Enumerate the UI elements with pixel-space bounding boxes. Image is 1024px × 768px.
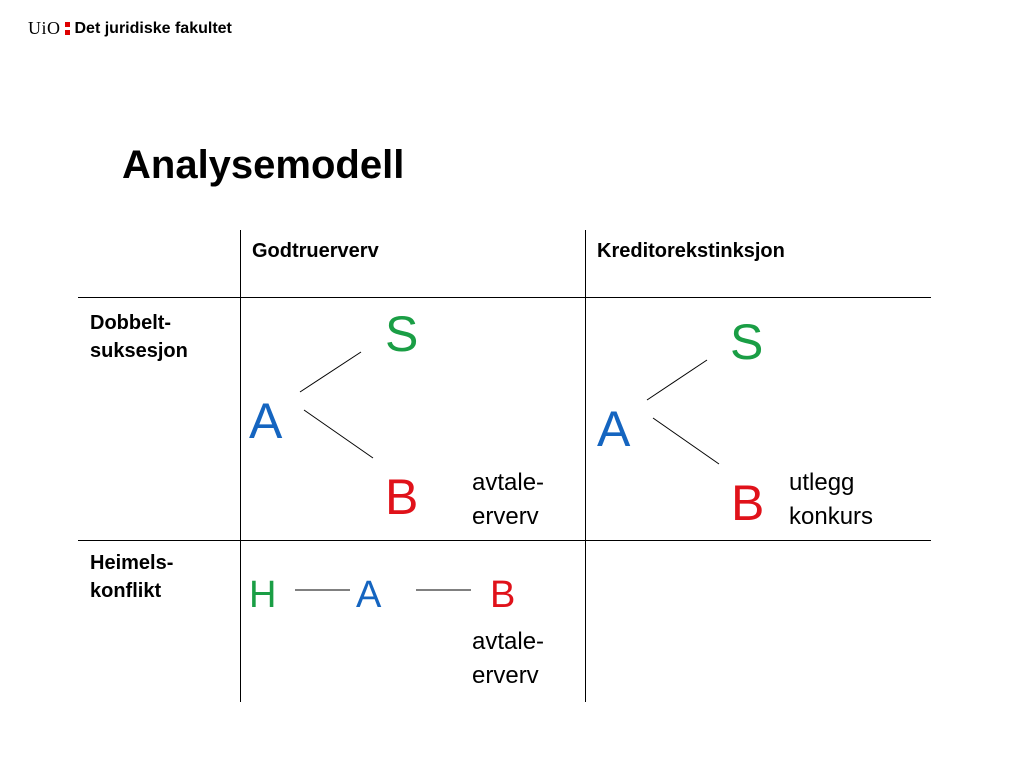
logo-uio-text: UiO — [28, 18, 61, 38]
slide-title: Analysemodell — [122, 143, 405, 187]
party-s-right: S — [730, 314, 764, 370]
connector-a-b-right — [653, 418, 719, 464]
party-h-chain: H — [249, 574, 277, 616]
faculty-name: Det juridiske fakultet — [74, 19, 232, 37]
row-header-line: konflikt — [90, 580, 162, 602]
party-b-right: B — [731, 475, 765, 531]
party-b-left: B — [385, 469, 419, 525]
note-line: erverv — [472, 662, 539, 689]
connector-a-s-right — [647, 360, 707, 400]
row-header-line: suksesjon — [90, 340, 188, 362]
column-header-godtruerverv: Godtruerverv — [252, 240, 379, 262]
note-line: erverv — [472, 503, 539, 530]
note-line: utlegg — [789, 469, 855, 496]
connector-a-b-left — [304, 410, 373, 458]
column-header-kreditorekstinksjon: Kreditorekstinksjon — [597, 240, 785, 262]
row-header-line: Dobbelt- — [90, 312, 172, 334]
note-utlegg-konkurs — [789, 466, 873, 534]
connector-a-s-left — [300, 352, 361, 392]
party-a-chain: A — [356, 574, 382, 616]
note-line: avtale- — [472, 469, 545, 496]
row-header-line: Heimels- — [90, 552, 174, 574]
note-line: konkurs — [789, 503, 874, 530]
note-avtaleerverv-bottom — [472, 625, 544, 693]
note-avtaleerverv-top — [472, 466, 544, 534]
party-a-right: A — [597, 401, 631, 457]
note-line: avtale- — [472, 628, 545, 655]
party-s-left: S — [385, 306, 419, 362]
party-b-chain: B — [490, 574, 516, 616]
party-a-left: A — [249, 393, 283, 449]
